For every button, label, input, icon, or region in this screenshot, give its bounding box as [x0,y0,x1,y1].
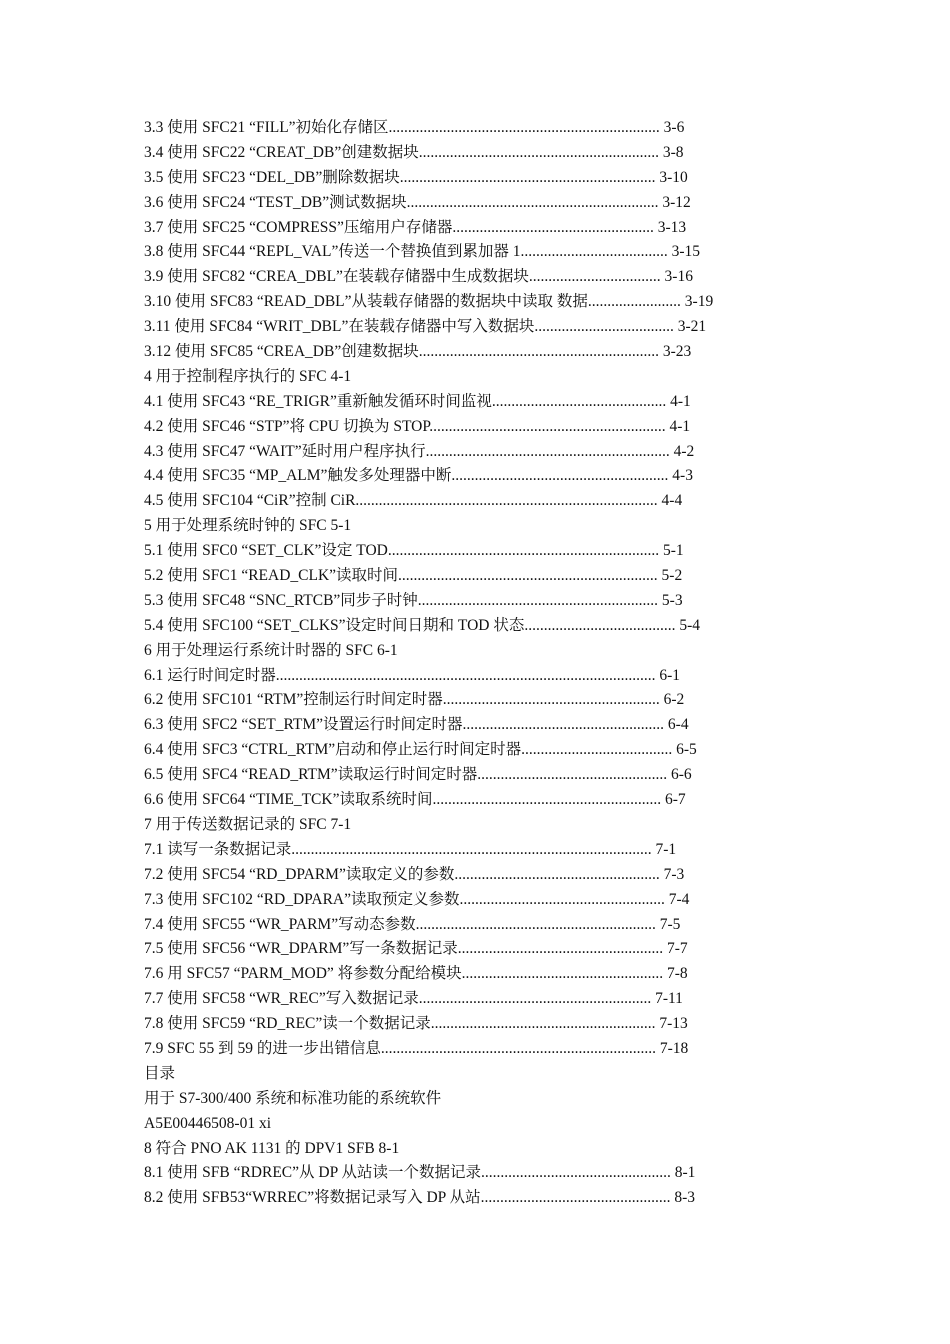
toc-entry-4-3: 4.3 使用 SFC47 “WAIT”延时用户程序执行............................................................... 4-2 [144,442,695,460]
toc-entry-4-5: 4.5 使用 SFC104 “CiR”控制 CiR.............................................................................. 4-4 [144,492,683,510]
toc-entry-5-3: 5.3 使用 SFC48 “SNC_RTCB”同步子时钟.............................................................. 5-3 [144,591,683,609]
toc-entry-4-1: 4.1 使用 SFC43 “RE_TRIGR”重新触发循环时间监视............................................. 4-1 [144,392,691,410]
toc-entry-7-7: 7.7 使用 SFC58 “WR_REC”写入数据记录............................................................ 7-11 [144,990,683,1008]
toc-entry-7-2: 7.2 使用 SFC54 “RD_DPARM”读取定义的参数..................................................... 7-3 [144,865,685,883]
toc-entry-3-3: 3.3 使用 SFC21 “FILL”初始化存储区...................................................................... 3-6 [144,119,685,136]
toc-entry-7-5: 7.5 使用 SFC56 “WR_DPARM”写一条数据记录..................................................... 7-7 [144,940,688,958]
toc-entry-8-1: 8.1 使用 SFB “RDREC”从 DP 从站读一个数据记录................................................. 8-1 [144,1164,696,1182]
toc-entry-3-5: 3.5 使用 SFC23 “DEL_DB”删除数据块.................................................................. 3-10 [144,168,688,186]
toc-entry-3-7: 3.7 使用 SFC25 “COMPRESS”压缩用户存储器.................................................... 3-13 [144,218,687,236]
running-head-manual: 用于 S7-300/400 系统和标准功能的系统软件 [144,1089,442,1107]
toc-entry-3-11: 3.11 使用 SFC84 “WRIT_DBL”在装载存储器中写入数据块.................................... 3-21 [144,318,707,336]
toc-entry-5-1: 5.1 使用 SFC0 “SET_CLK”设定 TOD...................................................................... 5-1 [144,542,684,560]
toc-entry-4-2: 4.2 使用 SFC46 “STP”将 CPU 切换为 STOP............................................................. 4-1 [144,417,691,435]
toc-entry-4-4: 4.4 使用 SFC35 “MP_ALM”触发多处理器中断........................................................ 4-3 [144,467,693,485]
toc-page [144,116,784,1211]
toc-entry-7-3: 7.3 使用 SFC102 “RD_DPARA”读取预定义参数..................................................... 7-4 [144,890,690,908]
toc-entry-6-1: 6.1 运行时间定时器.................................................................................................. 6-1 [144,666,681,684]
toc-entry-3-10: 3.10 使用 SFC83 “READ_DBL”从装载存储器的数据块中读取 数据........................ 3-19 [144,293,714,311]
toc-entry-7-4: 7.4 使用 SFC55 “WR_PARM”写动态参数.............................................................. 7-5 [144,915,681,933]
toc-entry-6-4: 6.4 使用 SFC3 “CTRL_RTM”启动和停止运行时间定时器....................................... 6-5 [144,741,697,759]
toc-chapter-6: 6 用于处理运行系统计时器的 SFC 6-1 [144,641,398,659]
toc-chapter-5: 5 用于处理系统时钟的 SFC 5-1 [144,517,352,535]
toc-entry-6-2: 6.2 使用 SFC101 “RTM”控制运行时间定时器........................................................ 6-2 [144,691,685,709]
toc-entry-3-9: 3.9 使用 SFC82 “CREA_DBL”在装载存储器中生成数据块.................................. 3-16 [144,268,693,286]
running-head-title: 目录 [144,1064,176,1082]
toc-entry-3-4: 3.4 使用 SFC22 “CREAT_DB”创建数据块.............................................................. 3-8 [144,143,684,161]
toc-entry-6-6: 6.6 使用 SFC64 “TIME_TCK”读取系统时间........................................................... 6-7 [144,791,686,809]
toc-entry-7-6: 7.6 用 SFC57 “PARM_MOD” 将参数分配给模块.................................................... 7-8 [144,965,688,983]
toc-entry-5-2: 5.2 使用 SFC1 “READ_CLK”读取时间................................................................... 5-2 [144,567,683,585]
toc-entry-3-12: 3.12 使用 SFC85 “CREA_DB”创建数据块.............................................................. 3-23 [144,343,692,361]
toc-entry-8-2: 8.2 使用 SFB53“WRREC”将数据记录写入 DP 从站................................................. 8-3 [144,1189,695,1207]
toc-entry-7-9: 7.9 SFC 55 到 59 的进一步出错信息....................................................................... 7-18 [144,1039,689,1057]
toc-chapter-8: 8 符合 PNO AK 1131 的 DPV1 SFB 8-1 [144,1139,400,1157]
toc-entry-3-6: 3.6 使用 SFC24 “TEST_DB”测试数据块................................................................. 3-12 [144,193,691,211]
toc-entry-7-8: 7.8 使用 SFC59 “RD_REC”读一个数据记录.......................................................... 7-13 [144,1015,688,1033]
toc-entry-3-8: 3.8 使用 SFC44 “REPL_VAL”传送一个替换值到累加器 1...................................... 3-15 [144,243,701,261]
toc-chapter-7: 7 用于传送数据记录的 SFC 7-1 [144,815,352,833]
toc-entry-7-1: 7.1 读写一条数据记录............................................................................................. 7-1 [144,840,677,858]
running-head-doc-number: A5E00446508-01 xi [144,1114,272,1132]
toc-entry-6-3: 6.3 使用 SFC2 “SET_RTM”设置运行时间定时器.................................................... 6-4 [144,716,689,734]
toc-entry-5-4: 5.4 使用 SFC100 “SET_CLKS”设定时间日期和 TOD 状态....................................... 5-4 [144,616,701,634]
toc-entry-6-5: 6.5 使用 SFC4 “READ_RTM”读取运行时间定时器................................................. 6-6 [144,766,692,784]
toc-chapter-4: 4 用于控制程序执行的 SFC 4-1 [144,367,352,385]
